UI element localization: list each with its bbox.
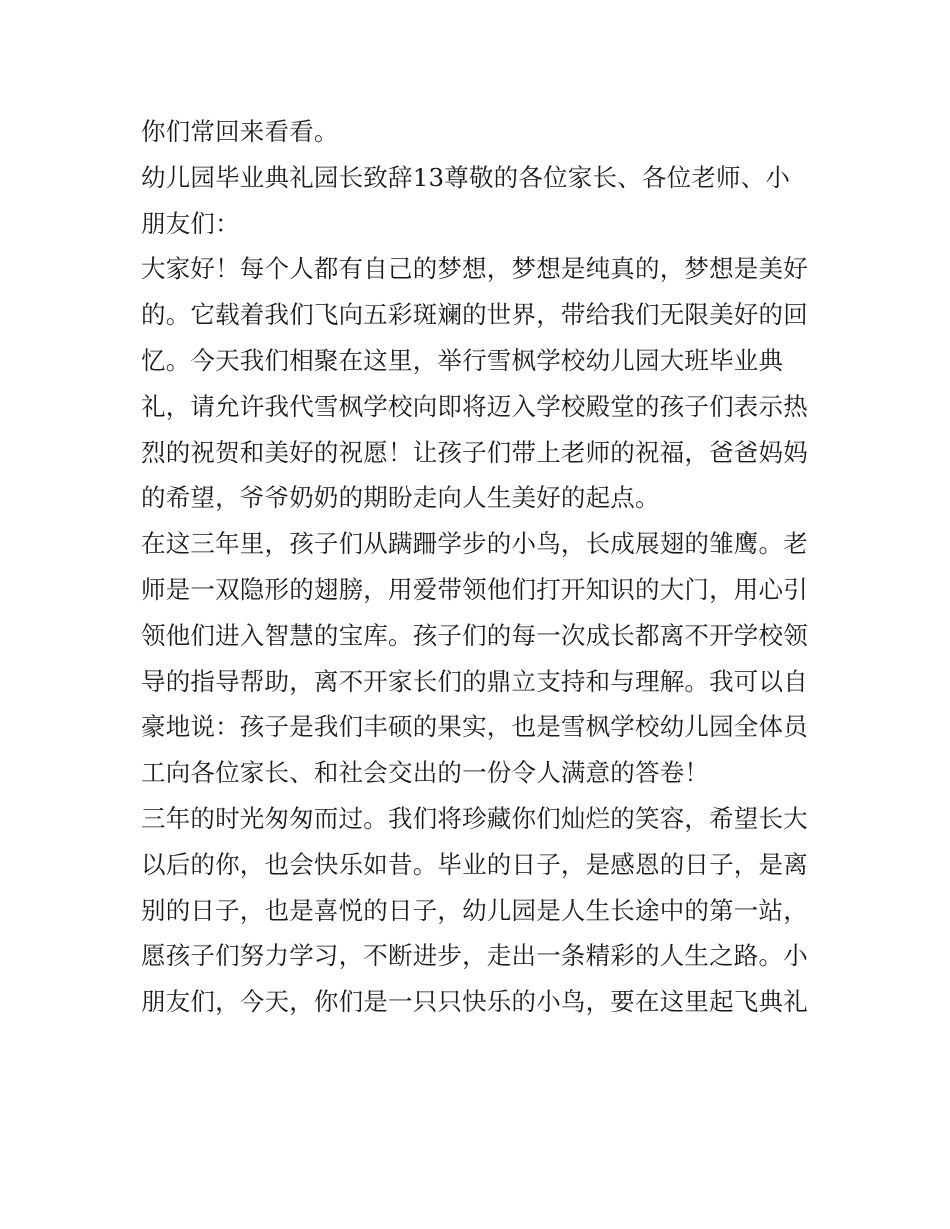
text-line: 领他们进入智慧的宝库。孩子们的每一次成长都离不开学校领 — [141, 620, 808, 650]
text-line: 忆。今天我们相聚在这里，举行雪枫学校幼儿园大班毕业典 — [141, 345, 784, 375]
text-line: 以后的你，也会快乐如昔。毕业的日子，是感恩的日子，是离 — [141, 849, 808, 879]
text-line: 大家好！每个人都有自己的梦想，梦想是纯真的，梦想是美好 — [141, 254, 808, 284]
text-line: 的。它载着我们飞向五彩斑斓的世界，带给我们无限美好的回 — [141, 300, 808, 330]
text-line: 的希望，爷爷奶奶的期盼走向人生美好的起点。 — [141, 483, 660, 513]
text-line: 在这三年里，孩子们从蹒跚学步的小鸟，长成展翅的雏鹰。老 — [141, 529, 808, 559]
text-line: 礼，请允许我代雪枫学校向即将迈入学校殿堂的孩子们表示热 — [141, 391, 808, 421]
document-body — [141, 109, 821, 1025]
text-line: 烈的祝贺和美好的祝愿！让孩子们带上老师的祝福，爸爸妈妈 — [141, 437, 808, 467]
text-line: 朋友们，今天，你们是一只只快乐的小鸟，要在这里起飞典礼 — [141, 987, 808, 1017]
text-line: 工向各位家长、和社会交出的一份令人满意的答卷！ — [141, 758, 710, 788]
text-line: 三年的时光匆匆而过。我们将珍藏你们灿烂的笑容，希望长大 — [141, 803, 808, 833]
text-line: 朋友们： — [141, 208, 240, 238]
text-line: 幼儿园毕业典礼园长致辞13尊敬的各位家长、各位老师、小 — [141, 162, 791, 192]
text-line: 你们常回来看看。 — [141, 117, 339, 146]
text-line: 导的指导帮助，离不开家长们的鼎立支持和与理解。我可以自 — [141, 666, 808, 696]
text-line: 豪地说：孩子是我们丰硕的果实，也是雪枫学校幼儿园全体员 — [141, 712, 808, 742]
text-line: 师是一双隐形的翅膀，用爱带领他们打开知识的大门，用心引 — [141, 574, 808, 604]
text-line: 别的日子，也是喜悦的日子，幼儿园是人生长途中的第一站， — [141, 895, 808, 925]
text-line: 愿孩子们努力学习，不断进步，走出一条精彩的人生之路。小 — [141, 941, 808, 971]
